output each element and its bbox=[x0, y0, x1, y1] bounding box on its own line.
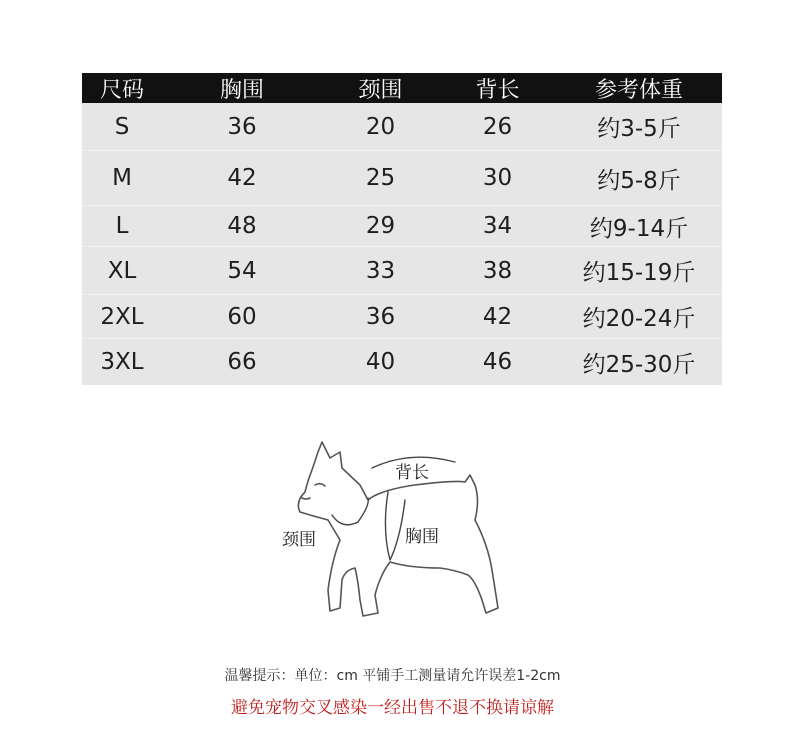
weight-cell: 约25-30斤 bbox=[582, 351, 696, 378]
neck-cell: 33 bbox=[365, 257, 396, 284]
neck-cell: 36 bbox=[365, 303, 396, 330]
size-cell: 2XL bbox=[100, 303, 144, 330]
table-header bbox=[82, 73, 722, 103]
table-row bbox=[82, 339, 722, 385]
back-length-cell: 46 bbox=[482, 349, 513, 375]
header-back-length: 背长 bbox=[475, 77, 520, 103]
table-row bbox=[82, 206, 722, 247]
size-cell: L bbox=[115, 213, 129, 239]
neck-cell: 40 bbox=[365, 349, 396, 375]
header-neck: 颈围 bbox=[358, 77, 403, 103]
header-chest: 胸围 bbox=[219, 77, 264, 103]
dog-measurement-diagram bbox=[270, 430, 520, 630]
table-row bbox=[82, 247, 722, 295]
chest-label: 胸围 bbox=[405, 527, 439, 547]
weight-cell: 约9-14斤 bbox=[589, 215, 689, 242]
chest-cell: 66 bbox=[227, 349, 257, 375]
back-length-cell: 30 bbox=[482, 165, 513, 191]
weight-cell: 约3-5斤 bbox=[597, 116, 681, 142]
table-row bbox=[82, 151, 722, 206]
chest-cell: 54 bbox=[227, 257, 257, 284]
back-length-cell: 42 bbox=[482, 303, 513, 330]
size-cell: 3XL bbox=[100, 349, 144, 375]
header-size: 尺码 bbox=[99, 77, 144, 103]
neck-label: 颈围 bbox=[282, 530, 316, 550]
chest-cell: 60 bbox=[227, 303, 257, 330]
neck-cell: 20 bbox=[365, 113, 396, 140]
weight-cell: 约5-8斤 bbox=[597, 167, 681, 194]
chest-cell: 36 bbox=[227, 113, 257, 140]
back-length-label: 背长 bbox=[395, 463, 429, 483]
weight-cell: 约15-19斤 bbox=[582, 260, 696, 286]
weight-cell: 约20-24斤 bbox=[582, 306, 696, 332]
header-weight: 参考体重 bbox=[594, 77, 683, 103]
size-cell: S bbox=[114, 113, 130, 140]
chest-cell: 42 bbox=[227, 165, 257, 191]
size-chart-table bbox=[82, 73, 722, 385]
size-cell: XL bbox=[107, 257, 137, 284]
back-length-cell: 38 bbox=[482, 257, 513, 284]
table-body bbox=[82, 103, 722, 385]
table-row bbox=[82, 103, 722, 151]
table-row bbox=[82, 295, 722, 339]
measurement-tip: 温馨提示：单位：cm 平铺手工测量请允许误差1-2cm bbox=[224, 668, 561, 684]
neck-cell: 25 bbox=[365, 165, 396, 191]
neck-cell: 29 bbox=[365, 213, 396, 239]
chest-cell: 48 bbox=[227, 213, 257, 239]
no-return-warning: 避免宠物交叉感染一经出售不退不换请谅解 bbox=[231, 698, 554, 718]
back-length-cell: 26 bbox=[482, 113, 513, 140]
size-cell: M bbox=[112, 165, 132, 191]
back-length-cell: 34 bbox=[482, 213, 513, 239]
